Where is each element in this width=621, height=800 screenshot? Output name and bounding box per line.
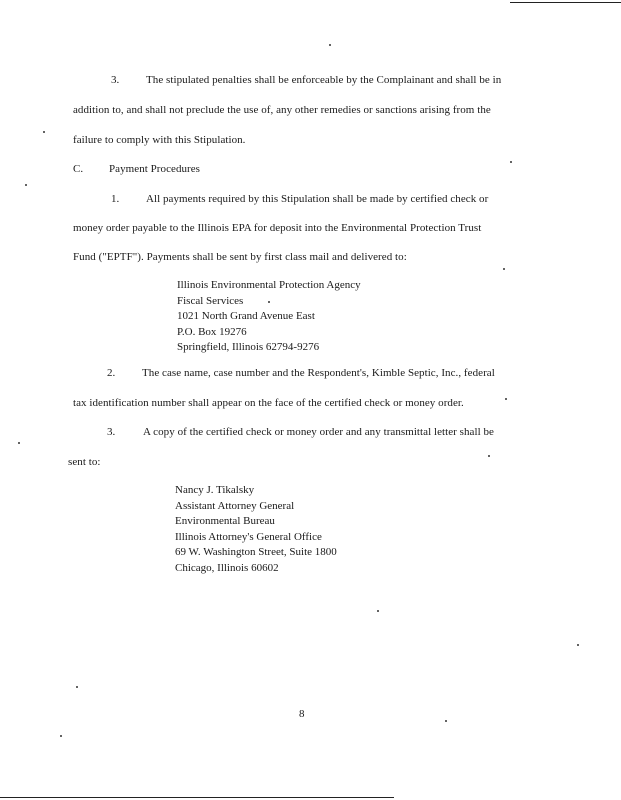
- scan-speck: [18, 442, 20, 444]
- scan-speck: [25, 184, 27, 186]
- section-heading: Payment Procedures: [109, 163, 201, 175]
- paragraph-number: 2.: [107, 367, 116, 379]
- scan-speck: [329, 44, 331, 46]
- paragraph-text-line: money order payable to the Illinois EPA for deposit into the Environmental Protection Trust: [73, 222, 482, 234]
- paragraph-number: 3.: [111, 74, 120, 86]
- paragraph-text-line: Fund ("EPTF"). Payments shall be sent by first class mail and delivered to:: [73, 251, 407, 263]
- paragraph-number: 3.: [107, 426, 116, 438]
- scan-speck: [488, 455, 490, 457]
- address-line: Nancy J. Tikalsky: [175, 484, 255, 496]
- paragraph-text-line: The case name, case number and the Respondent's, Kimble Septic, Inc., federal: [142, 367, 495, 379]
- scan-speck: [510, 161, 512, 163]
- epa-address-block: [177, 278, 361, 356]
- address-line: Chicago, Illinois 60602: [175, 561, 279, 574]
- scan-speck: [268, 301, 270, 303]
- paragraph-text-line: All payments required by this Stipulation shall be made by certified check or: [146, 193, 489, 205]
- top-scan-line: [510, 2, 621, 3]
- page-number: 8: [299, 708, 305, 720]
- paragraph-text-line: failure to comply with this Stipulation.: [73, 134, 246, 146]
- ag-address-block: [175, 483, 337, 577]
- section-letter: C.: [73, 163, 84, 175]
- paragraph-text-line: addition to, and shall not preclude the use of, any other remedies or sanctions arising from the: [73, 104, 491, 116]
- address-line: 69 W. Washington Street, Suite 1800: [175, 546, 337, 559]
- address-line: Illinois Environmental Protection Agency: [177, 279, 361, 291]
- scan-speck: [445, 720, 447, 722]
- address-line: Illinois Attorney's General Office: [175, 530, 322, 543]
- address-line: 1021 North Grand Avenue East: [177, 310, 315, 323]
- scan-speck: [60, 735, 62, 737]
- scan-speck: [577, 644, 579, 646]
- address-line: Fiscal Services: [177, 294, 244, 307]
- scan-speck: [377, 610, 379, 612]
- address-line: P.O. Box 19276: [177, 325, 247, 338]
- address-line: Environmental Bureau: [175, 515, 275, 528]
- paragraph-number: 1.: [111, 193, 120, 205]
- paragraph-text-line: sent to:: [68, 456, 101, 468]
- scan-speck: [503, 268, 505, 270]
- scan-speck: [76, 686, 78, 688]
- scan-speck: [43, 131, 45, 133]
- scan-speck: [505, 398, 507, 400]
- paragraph-text-line: tax identification number shall appear on the face of the certified check or money order.: [73, 397, 464, 409]
- address-line: Assistant Attorney General: [175, 499, 295, 512]
- address-line: Springfield, Illinois 62794-9276: [177, 341, 320, 354]
- paragraph-text-line: A copy of the certified check or money order and any transmittal letter shall be: [143, 426, 494, 438]
- paragraph-text-line: The stipulated penalties shall be enforceable by the Complainant and shall be in: [146, 74, 502, 86]
- bottom-scan-line: [0, 797, 394, 798]
